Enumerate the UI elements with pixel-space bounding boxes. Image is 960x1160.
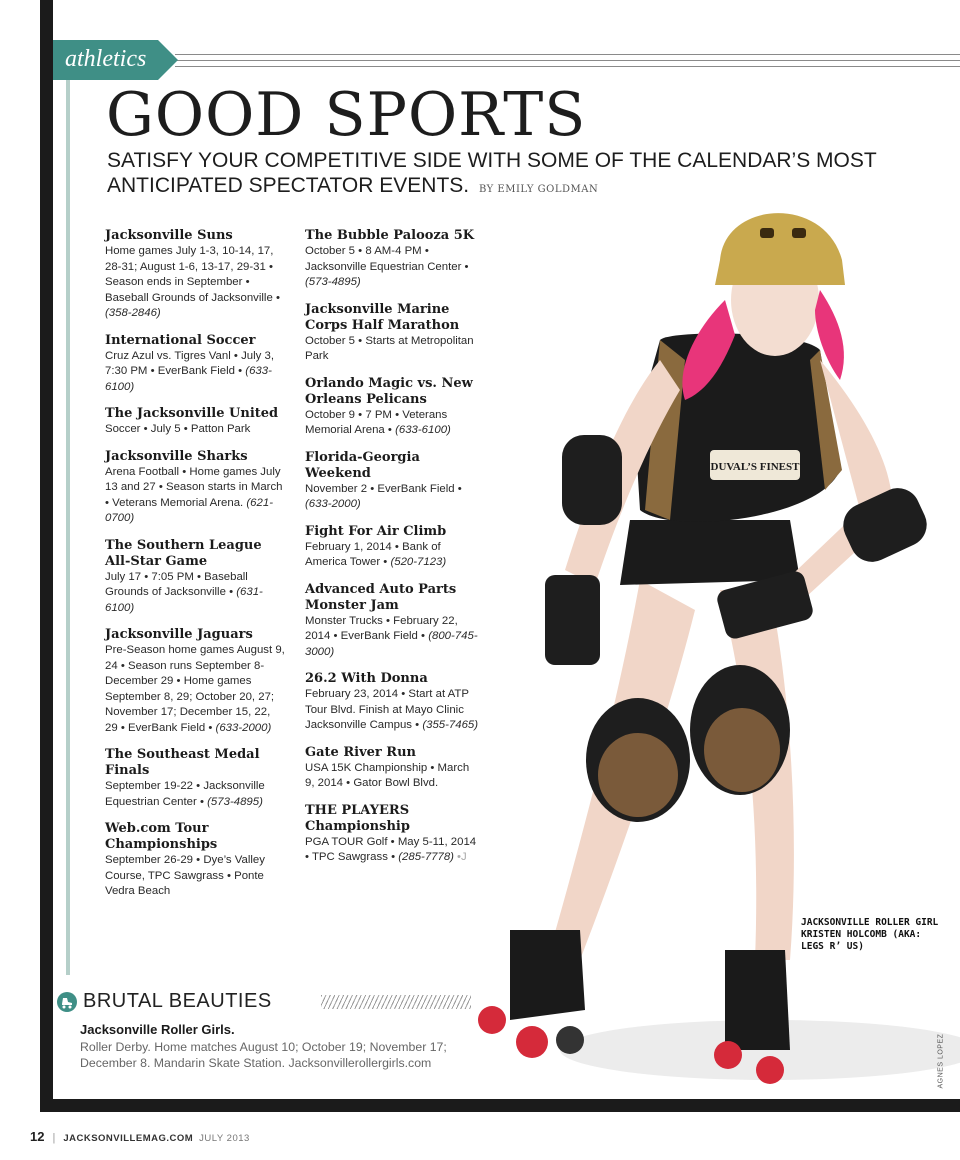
header-rule-bottom (175, 66, 960, 67)
event-details (305, 835, 480, 866)
event-title: Gate River Run (305, 744, 416, 760)
event-phone: (800-745-3000) (305, 630, 478, 658)
event-phone: (573-4895) (207, 795, 263, 808)
event-details-text: PGA TOUR Golf • May 5-11, 2014 • TPC Sawgrass • (305, 835, 477, 863)
event-details (105, 465, 285, 527)
skate-icon (57, 992, 77, 1012)
sidebar-title: BRUTAL BEAUTIES (83, 990, 272, 1012)
event-details-text: September 19-22 • Jacksonville Equestrian Center • (105, 780, 265, 808)
event-details (305, 408, 480, 439)
event-title: THE PLAYERS Championship (305, 802, 410, 834)
events-column-2 (305, 228, 480, 877)
byline: BY EMILY GOLDMAN (478, 184, 599, 195)
event-title: Jacksonville Suns (105, 228, 233, 243)
event-details-text: September 26-29 • Dye’s Valley Course, TPC Sawgrass • Ponte Vedra Beach (105, 854, 265, 897)
event-listing (105, 538, 285, 617)
event-details-text: Home games July 1-3, 10-14, 17, 28-31; August 1-6, 13-17, 29-31 • Season ends in September • Baseball Grounds of Jacksonville • (105, 245, 280, 304)
section-tab (53, 40, 178, 80)
event-details-text: Soccer • July 5 • Patton Park (105, 423, 251, 435)
event-phone: (621-0700) (105, 496, 273, 524)
event-details-text: Monster Trucks • February 22, 2014 • EverBank Field • (305, 614, 458, 642)
photo-caption: JACKSONVILLE ROLLER GIRL KRISTEN HOLCOMB (AKA: LEGS R’ US) (801, 917, 939, 952)
event-title: Web.com Tour Championships (105, 821, 218, 852)
footer-date: JULY 2013 (199, 1133, 250, 1144)
footer-separator: | (52, 1132, 56, 1144)
event-title: The Jacksonville United (105, 406, 279, 421)
event-details (305, 482, 480, 513)
end-mark: •J (456, 851, 467, 863)
page-frame-left (40, 0, 53, 1112)
event-phone: (633-2000) (305, 498, 361, 510)
event-details-text: Arena Football • Home games July 13 and 27 • Season starts in March • Veterans Memorial Arena. (105, 465, 283, 509)
event-details (305, 614, 480, 661)
event-phone: (355-7465) (422, 719, 479, 731)
event-details-text: Cruz Azul vs. Tigres Vanl • July 3, 7:30 PM • EverBank Field • (105, 349, 275, 377)
event-title: Fight For Air Climb (305, 523, 447, 539)
event-details (305, 244, 480, 291)
event-details-text: November 2 • EverBank Field • (305, 482, 462, 495)
event-details-text: Pre-Season home games August 9, 24 • Season runs September 8-December 29 • Home games September 8, 29; October 20, 27; November 17; December 15, 22, 29 • EverBank Field • (105, 644, 285, 734)
event-listing (105, 333, 285, 396)
event-listing (305, 376, 480, 439)
event-phone: (358-2846) (105, 307, 161, 319)
event-details-text: February 23, 2014 • Start at ATP Tour Blvd. Finish at Mayo Clinic Jacksonville Campus • (305, 688, 469, 731)
event-details (105, 349, 285, 396)
sidebar-subtitle: Jacksonville Roller Girls. (80, 1022, 235, 1037)
sidebar-body: Roller Derby. Home matches August 10; October 19; November 17; December 8. Mandarin Skate Station. Jacksonvillerollergirls.com (80, 1040, 447, 1070)
sidebar-header (55, 990, 470, 1014)
header-rule-mid (175, 60, 960, 61)
footer-site: JACKSONVILLEMAG.COM (63, 1133, 194, 1144)
event-title: Jacksonville Jaguars (105, 627, 253, 642)
events-column-1 (105, 228, 285, 911)
event-listing (305, 803, 480, 866)
roller-girl-illustration (470, 190, 960, 1095)
header-rule-top (175, 54, 960, 55)
event-listing (305, 524, 480, 571)
event-title: Florida-Georgia Weekend (305, 449, 420, 481)
event-listing (105, 228, 285, 322)
event-title: The Southern League All-Star Game (105, 537, 262, 569)
event-title: The Bubble Palooza 5K (305, 228, 475, 243)
deck-text: SATISFY YOUR COMPETITIVE SIDE WITH SOME OF THE CALENDAR’S MOST ANTICIPATED SPECTATOR EVENTS. (107, 149, 877, 197)
event-details (305, 540, 480, 571)
event-details (105, 422, 285, 438)
event-title: The Southeast Medal Finals (105, 747, 260, 778)
event-details-text: USA 15K Championship • March 9, 2014 • Gator Bowl Blvd. (305, 761, 470, 789)
page-footer (30, 1129, 250, 1144)
event-listing (105, 747, 285, 810)
event-title: 26.2 With Donna (305, 671, 428, 686)
event-details (105, 779, 285, 810)
event-listing (105, 627, 285, 736)
photo-credit: AGNES LOPEZ (937, 1033, 945, 1089)
event-phone: (631-6100) (105, 586, 263, 614)
event-phone: (573-4895) (305, 276, 361, 288)
event-details (305, 687, 480, 734)
roller-girl-photo (470, 190, 960, 1095)
event-title: Jacksonville Sharks (105, 448, 248, 464)
event-listing (105, 406, 285, 438)
event-phone: (633-2000) (215, 721, 272, 734)
event-details-text: July 17 • 7:05 PM • Baseball Grounds of Jacksonville • (105, 570, 248, 598)
event-details-text: October 5 • 8 AM-4 PM • Jacksonville Equestrian Center • (305, 245, 469, 273)
page-frame-bottom (40, 1099, 960, 1112)
jersey-text: DUVAL’S FINEST (710, 461, 800, 473)
event-title: International Soccer (105, 332, 256, 348)
event-details (105, 853, 285, 900)
event-listing (305, 671, 480, 734)
event-phone: (633-6100) (105, 365, 272, 393)
event-details (305, 761, 480, 792)
event-phone: (520-7123) (390, 556, 447, 568)
page-number: 12 (30, 1129, 45, 1144)
event-listing (305, 302, 480, 365)
event-phone: (633-6100) (395, 424, 451, 436)
event-listing (105, 821, 285, 900)
event-details (105, 643, 285, 736)
event-details (105, 570, 285, 617)
event-details (305, 334, 480, 365)
event-phone: (285-7778) (398, 851, 454, 863)
event-details-text: October 9 • 7 PM • Veterans Memorial Arena • (305, 408, 448, 436)
event-details-text: February 1, 2014 • Bank of America Tower • (305, 540, 441, 568)
event-listing (305, 228, 480, 291)
event-details-text: October 5 • Starts at Metropolitan Park (305, 334, 474, 362)
event-title: Orlando Magic vs. New Orleans Pelicans (305, 375, 473, 407)
accent-bar (66, 80, 70, 975)
event-listing (305, 582, 480, 661)
event-listing (305, 450, 480, 513)
event-listing (105, 449, 285, 527)
event-listing (305, 745, 480, 792)
event-title: Advanced Auto Parts Monster Jam (305, 581, 457, 613)
headline: GOOD SPORTS (106, 80, 587, 150)
sidebar-hatch (321, 995, 471, 1009)
section-label: athletics (65, 46, 147, 72)
event-title: Jacksonville Marine Corps Half Marathon (305, 301, 460, 333)
event-details (105, 244, 285, 322)
